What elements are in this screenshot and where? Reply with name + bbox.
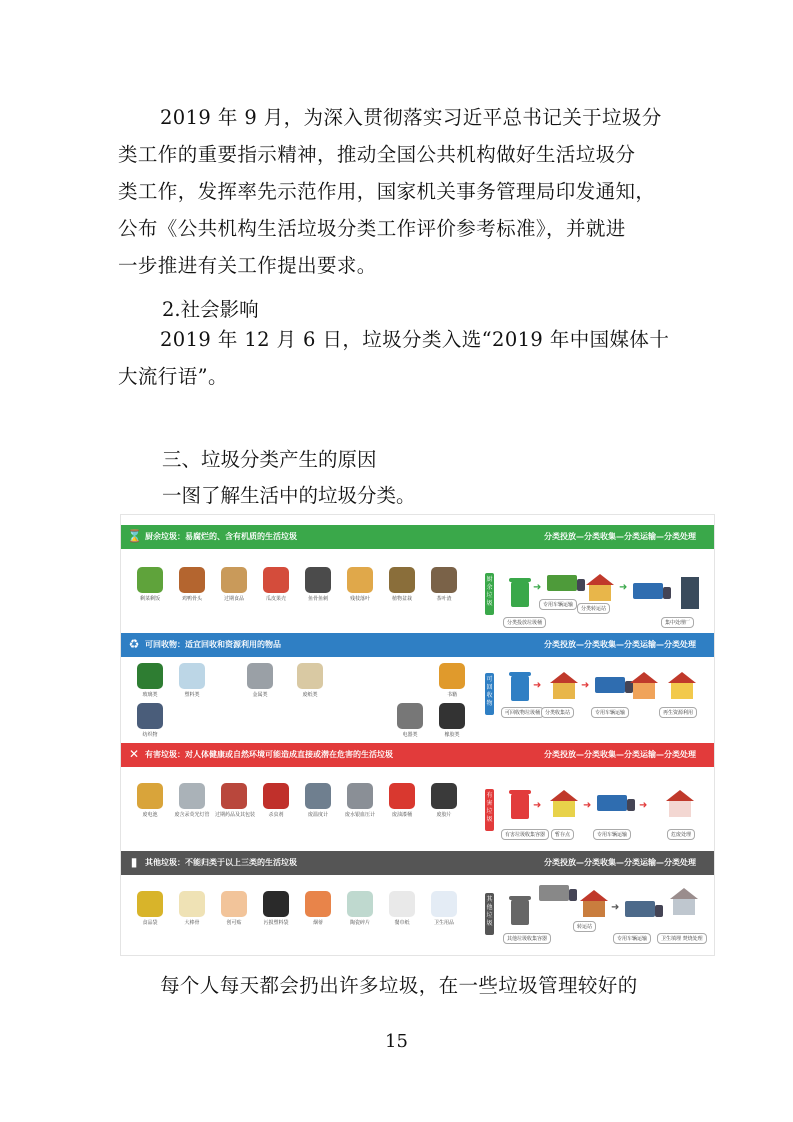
- arrow-right-icon: ➜: [533, 582, 542, 593]
- category-vertical-label: 其他垃圾: [485, 893, 494, 935]
- waste-item: [131, 567, 169, 602]
- arrow-right-icon: ➜: [581, 680, 590, 691]
- flow-label: 专用车辆运输: [591, 707, 629, 718]
- waste-item-label: 书籍: [446, 692, 457, 698]
- paint-bucket-icon: [389, 783, 415, 809]
- cigarette-icon: [305, 891, 331, 917]
- medicine-icon: [221, 783, 247, 809]
- gray-bin-icon: [511, 899, 529, 925]
- paragraph-line: 公布《公共机构生活垃圾分类工作评价参考标准》，并就进: [118, 217, 626, 240]
- waste-item: [131, 663, 169, 698]
- figure-intro: 一图了解生活中的垃圾分类。: [162, 484, 416, 507]
- category-title: 有害垃圾：对人体健康或自然环境可能造成直接或潜在危害的生活垃圾: [145, 750, 393, 759]
- waste-item-label: 纺织物: [142, 732, 158, 738]
- waste-item-label: 废纸类: [302, 692, 318, 698]
- tea-leaves-icon: [431, 567, 457, 593]
- waste-item-label: 废电池: [142, 812, 158, 818]
- waste-item-label: 烟蒂: [312, 920, 323, 926]
- red-bin-icon: [511, 793, 529, 819]
- hazard-icon: ✕: [128, 747, 140, 761]
- paragraph-line: 每个人每天都会扔出许多垃圾，在一些垃圾管理较好的: [160, 974, 638, 997]
- waste-item: [341, 783, 379, 818]
- flow-label: 集中处理厂: [661, 617, 694, 628]
- waste-item: [131, 891, 169, 926]
- flow-label: 分类收集站: [541, 707, 574, 718]
- category-band-other: [121, 851, 714, 875]
- waste-item-label: 废温度计: [307, 812, 328, 818]
- incinerator-icon: [673, 899, 695, 915]
- blood-pressure-meter-icon: [347, 783, 373, 809]
- recycle-icon: ♻: [128, 637, 140, 651]
- paragraph-line: 类工作的重要指示精神，推动全国公共机构做好生活垃圾分: [118, 143, 636, 166]
- paragraph-line: 一步推进有关工作提出要求。: [118, 254, 377, 277]
- waste-item-label: 金属类: [252, 692, 268, 698]
- waste-item: [425, 567, 463, 602]
- waste-item: [383, 567, 421, 602]
- subsection-title-social-impact: 2.社会影响: [162, 298, 259, 321]
- category-row-kitchen: [121, 555, 714, 639]
- waste-item-label: 餐巾纸: [394, 920, 410, 926]
- waste-item-label: 塑料类: [184, 692, 200, 698]
- waste-item-label: 玻璃类: [142, 692, 158, 698]
- snack-bag-icon: [137, 891, 163, 917]
- bone-meat-icon: [179, 567, 205, 593]
- waste-item-label: 大棒骨: [184, 920, 200, 926]
- waste-item-label: 鱼骨鱼刺: [307, 596, 328, 602]
- waste-item-label: 过期食品: [223, 596, 244, 602]
- bandage-icon: [221, 891, 247, 917]
- waste-item: [299, 567, 337, 602]
- flow-label: 专用车辆运输: [539, 599, 577, 610]
- flow-label: 转运站: [573, 921, 596, 932]
- waste-item-label: 剩菜剩饭: [139, 596, 160, 602]
- waste-item-label: 陶瓷碎片: [349, 920, 370, 926]
- category-title: 厨余垃圾：易腐烂的、含有机质的生活垃圾: [145, 532, 297, 541]
- ceramic-bowl-icon: [347, 891, 373, 917]
- waste-item: [173, 663, 211, 698]
- blue-bin-icon: [511, 675, 529, 701]
- clothes-icon: [137, 703, 163, 729]
- waste-item: [131, 783, 169, 818]
- arrow-right-icon: ➜: [533, 680, 542, 691]
- sanitary-item-icon: [431, 891, 457, 917]
- paper-icon: [297, 663, 323, 689]
- storage-point-icon: [553, 801, 575, 817]
- waste-item: [425, 891, 463, 926]
- flow-label: 专用车辆运输: [593, 829, 631, 840]
- truck-icon: [547, 575, 577, 591]
- waste-item-label: 创可贴: [226, 920, 242, 926]
- flow-label: 再生资源利用: [659, 707, 697, 718]
- waste-item: [173, 567, 211, 602]
- process-steps: 分类投放—分类收集—分类运输—分类处理: [544, 858, 696, 867]
- waste-item: [257, 891, 295, 926]
- waste-item-label: 杀虫剂: [268, 812, 284, 818]
- waste-item-label: 食品袋: [142, 920, 158, 926]
- waste-item-label: 过期药品及其包装: [215, 812, 256, 818]
- tissue-icon: [389, 891, 415, 917]
- flow-label: 专用车辆运输: [613, 933, 651, 944]
- waste-item-label: 橡胶类: [444, 732, 460, 738]
- waste-item: [257, 567, 295, 602]
- recycling-plant-icon: [671, 683, 693, 699]
- food-icon: [221, 567, 247, 593]
- waste-item: [215, 783, 256, 818]
- battery-icon: [137, 783, 163, 809]
- truck-icon: [625, 901, 655, 917]
- appliance-icon: [397, 703, 423, 729]
- truck-icon: [595, 677, 625, 693]
- paragraph-buzzword: [118, 321, 678, 395]
- category-vertical-label: 可回收物: [485, 673, 494, 715]
- waste-item-label: 污损塑料袋: [263, 920, 289, 926]
- garbage-bag-icon: [263, 891, 289, 917]
- waste-item-label: 废胶片: [436, 812, 452, 818]
- spray-can-icon: [263, 783, 289, 809]
- waste-item: [291, 663, 329, 698]
- flow-label: 其他垃圾收集容器: [503, 933, 551, 944]
- paragraph-daily-waste: [118, 967, 678, 1004]
- arrow-right-icon: ➜: [619, 582, 628, 593]
- waste-item-label: 鸡鸭骨头: [181, 596, 202, 602]
- category-row-hazardous: [121, 771, 714, 855]
- page-number: 15: [385, 1031, 408, 1052]
- category-band-kitchen: [121, 525, 714, 549]
- section-heading-causes: 三、垃圾分类产生的原因: [162, 448, 377, 471]
- flow-label: 暂存点: [551, 829, 574, 840]
- waste-item: [341, 567, 379, 602]
- waste-item-label: 卫生用品: [433, 920, 454, 926]
- waste-item: [257, 783, 295, 818]
- category-vertical-label: 有害垃圾: [485, 789, 494, 831]
- thermometer-icon: [305, 783, 331, 809]
- waste-item: [299, 891, 337, 926]
- watermelon-icon: [263, 567, 289, 593]
- vegetable-icon: [137, 567, 163, 593]
- waste-item: [425, 783, 463, 818]
- category-title: 其他垃圾：不能归类于以上三类的生活垃圾: [145, 858, 297, 867]
- flow-label: 有害垃圾收集容器: [501, 829, 549, 840]
- tire-icon: [439, 703, 465, 729]
- waste-item: [433, 703, 471, 738]
- hourglass-icon: ⌛: [127, 529, 142, 543]
- paragraph-line: 大流行语”。: [118, 365, 228, 388]
- process-steps: 分类投放—分类收集—分类运输—分类处理: [544, 750, 696, 759]
- waste-item: [173, 891, 211, 926]
- bottle-icon: [137, 663, 163, 689]
- waste-item: [383, 891, 421, 926]
- paragraph-line: 2019 年 9 月，为深入贯彻落实习近平总书记关于垃圾分: [160, 106, 662, 129]
- waste-item: [433, 663, 471, 698]
- flow-label: 分类投放垃圾桶: [503, 617, 546, 628]
- transfer-station-icon: [589, 585, 611, 601]
- potted-plant-icon: [389, 567, 415, 593]
- paragraph-line: 类工作，发挥率先示范作用，国家机关事务管理局印发通知，: [118, 180, 656, 203]
- waste-item: [131, 703, 169, 738]
- waste-item: [173, 783, 211, 818]
- garbage-sorting-infographic: [120, 514, 715, 956]
- leaf-icon: [347, 567, 373, 593]
- paragraph-line: 2019 年 12 月 6 日，垃圾分类入选“2019 年中国媒体十: [160, 328, 670, 351]
- waste-item-label: 废水银血压计: [344, 812, 375, 818]
- book-icon: [439, 663, 465, 689]
- flow-label: 分类转运站: [577, 603, 610, 614]
- fishbone-icon: [305, 567, 331, 593]
- category-title: 可回收物：适宜回收和资源利用的物品: [145, 640, 281, 649]
- tricycle-icon: [539, 885, 569, 901]
- waste-item: [241, 663, 279, 698]
- bone-icon: [179, 891, 205, 917]
- waste-item: [341, 891, 379, 926]
- truck-icon: [633, 583, 663, 599]
- category-band-hazardous: [121, 743, 714, 767]
- collection-station-icon: [553, 683, 575, 699]
- waste-item-label: 残枝落叶: [349, 596, 370, 602]
- waste-item-label: 废油漆桶: [391, 812, 412, 818]
- paragraph-policy: [118, 99, 678, 284]
- can-icon: [247, 663, 273, 689]
- flow-label: 危废处理: [667, 829, 695, 840]
- category-vertical-label: 厨余垃圾: [485, 573, 494, 615]
- category-band-recyclable: [121, 633, 714, 657]
- waste-item: [215, 567, 253, 602]
- trash-icon: ▮: [130, 855, 138, 869]
- category-row-other: [121, 877, 714, 956]
- waste-item-label: 废含汞荧光灯管: [174, 812, 210, 818]
- flow-label: 可回收物垃圾桶: [501, 707, 544, 718]
- arrow-right-icon: ➜: [611, 902, 620, 913]
- waste-item: [215, 891, 253, 926]
- transfer-station-icon: [583, 901, 605, 917]
- green-bin-icon: [511, 581, 529, 607]
- hazard-facility-icon: [669, 801, 691, 817]
- waste-item: [299, 783, 337, 818]
- arrow-right-icon: ➜: [583, 800, 592, 811]
- waste-item-label: 电器类: [402, 732, 418, 738]
- film-icon: [431, 783, 457, 809]
- waste-item-label: 瓜皮果壳: [265, 596, 286, 602]
- sorting-center-icon: [633, 683, 655, 699]
- waste-item-label: 植物盆栽: [391, 596, 412, 602]
- arrow-right-icon: ➜: [639, 800, 648, 811]
- process-steps: 分类投放—分类收集—分类运输—分类处理: [544, 640, 696, 649]
- waste-item: [383, 783, 421, 818]
- processing-plant-icon: [681, 577, 699, 609]
- flow-label: 卫生填埋 焚烧处理: [657, 933, 707, 944]
- plastic-bottle-icon: [179, 663, 205, 689]
- fluorescent-tube-icon: [179, 783, 205, 809]
- waste-item: [391, 703, 429, 738]
- process-steps: 分类投放—分类收集—分类运输—分类处理: [544, 532, 696, 541]
- truck-icon: [597, 795, 627, 811]
- waste-item-label: 茶叶渣: [436, 596, 452, 602]
- category-row-recyclable: [121, 659, 714, 743]
- arrow-right-icon: ➜: [533, 800, 542, 811]
